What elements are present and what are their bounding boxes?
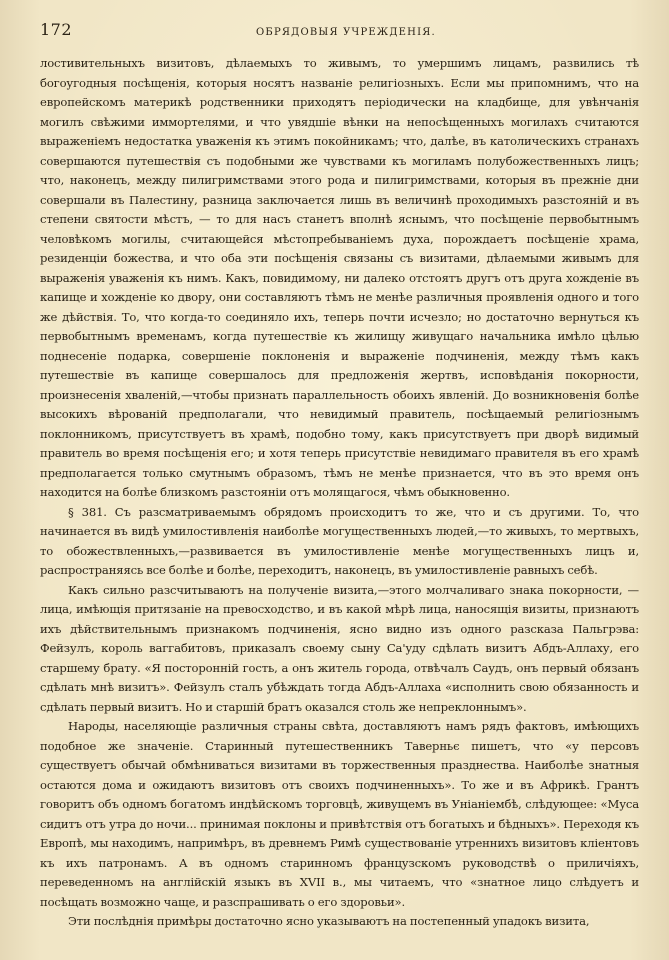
paragraph-last-line: Эти послѣднія примѣры достаточно ясно указываютъ на постепенный упадокъ визита,	[68, 914, 590, 928]
page-number: 172	[40, 20, 73, 39]
running-head: ОБРЯДОВЫЯ УЧРЕЖДЕНІЯ.	[256, 27, 436, 38]
paragraph-section-381: § 381. Съ разсматриваемымъ обрядомъ происходитъ то же, что и съ другими. То, что начинается въ видѣ умилостивленія наиболѣе могущественныхъ людей,—то живыхъ, то мертвыхъ, то обожествленныхъ,—развивается въ умилостивленіе менѣе могущественныхъ лицъ и, распространяясь все болѣе и болѣе, переходитъ, наконецъ, въ умилостивленіе равныхъ себѣ.	[40, 504, 639, 577]
paragraph-continued: лостивительныхъ визитовъ, дѣлаемыхъ то живымъ, то умершимъ лицамъ, развились тѣ богоугодныя посѣщенія, которыя носятъ названіе религіозныхъ. Если мы припомнимъ, что на европейскомъ материкѣ родственники приходятъ періодически на кладбище, для увѣнчанія могилъ свѣжими иммортелями, и что увядшіе вѣнки на непосѣщенныхъ могилахъ считаются выраженіемъ недостатка уваженія къ этимъ покойникамъ; что, далѣе, въ католическихъ странахъ совершаются путешествія съ подобными же чувствами къ могиламъ полубожественныхъ лицъ; что, наконецъ, между пилигримствами этого рода и пилигримствами, которыя въ прежніе дни совершали въ Палестину, разница заключается лишь въ величинѣ проходимыхъ разстояній и въ степени святости мѣстъ, — то для насъ станетъ вполнѣ яснымъ, что посѣщеніе первобытнымъ человѣкомъ могилы, считающейся мѣстопребываніемъ духа, порождаетъ посѣщеніе храма, резиденціи божества, и что оба эти посѣщенія связаны съ визитами, дѣлаемыми живымъ для выраженія уваженія къ нимъ. Какъ, повидимому, ни далеко отстоятъ другъ отъ друга хожденіе въ капище и хожденіе ко двору, они составляютъ тѣмъ не менѣе различныя проявленія одного и того же дѣйствія. То, что когда-то соединяло ихъ, теперь почти исчезло; но достаточно вернуться къ первобытнымъ временамъ, когда путешествіе къ жилищу живущаго начальника имѣло цѣлью поднесеніе подарка, совершеніе поклоненія и выраженіе подчиненія, между тѣмъ какъ путешествіе въ капище совершалось для предложенія жертвъ, исповѣданія покорности, произнесенія хваленій,—чтобы признать параллельность обоихъ явленій. До возникновенія болѣе высокихъ вѣрованій предполагали, что невидимый правитель, посѣщаемый религіознымъ поклонникомъ, присутствуетъ въ храмѣ, подобно тому, какъ присутствуетъ при дворѣ видимый правитель во время посѣщенія его; и хотя теперь присутствіе невидимаго правителя въ его храмѣ предполагается только смутнымъ образомъ, тѣмъ не менѣе признается, что въ это время онъ находится на болѣе близкомъ разстояніи отъ молящагося, чѣмъ обыкновенно.	[40, 56, 639, 499]
paragraph-palgrave: Какъ сильно разсчитываютъ на полученіе визита,—этого молчаливаго знака покорности, — лица, имѣющія притязаніе на превосходство, и въ какой мѣрѣ лица, наносящія визиты, признаютъ ихъ дѣйствительнымъ признакомъ подчиненія, ясно видно изъ одного разсказа Пальгрэва: Фейзулъ, король ваггабитовъ, приказалъ своему сыну Са'уду сдѣлать визитъ Абдъ-Аллаху, его старшему брату. «Я посторонній гость, а онъ житель города, отвѣчалъ Саудъ, онъ первый обязанъ сдѣлать мнѣ визитъ». Фейзулъ сталъ убѣждать тогда Абдъ-Аллаха «исполнить свою обязанность и сдѣлать первый визитъ. Но и старшій братъ оказался столь же непреклоннымъ».	[40, 582, 639, 714]
page-header	[40, 20, 639, 54]
page-body	[40, 54, 639, 932]
paragraph-peoples: Народы, населяющіе различныя страны свѣта, доставляютъ намъ рядъ фактовъ, имѣющихъ подобное же значеніе. Старинный путешественникъ Таверньє пишетъ, что «у персовъ существуетъ обычай обмѣниваться визитами въ торжественныя празднества. Наиболѣе знатныя остаются дома и ожидаютъ визитовъ отъ своихъ подчиненныхъ». То же и въ Африкѣ. Грантъ говоритъ объ одномъ богатомъ индѣйскомъ торговцѣ, живущемъ въ Уніаніембѣ, слѣдующее: «Муса сидитъ отъ утра до ночи... принимая поклоны и привѣтствія отъ богатыхъ и бѣдныхъ». Переходя къ Европѣ, мы находимъ, напримѣръ, въ древнемъ Римѣ существованіе утреннихъ визитовъ кліентовъ къ ихъ патронамъ. А въ одномъ старинномъ французскомъ руководствѣ о приличіяхъ, переведенномъ на англійскій языкъ въ XVII в., мы читаемъ, что «знатное лицо слѣдуетъ и посѣщать возможно чаще, и разспрашивать о его здоровьи».	[40, 719, 639, 909]
